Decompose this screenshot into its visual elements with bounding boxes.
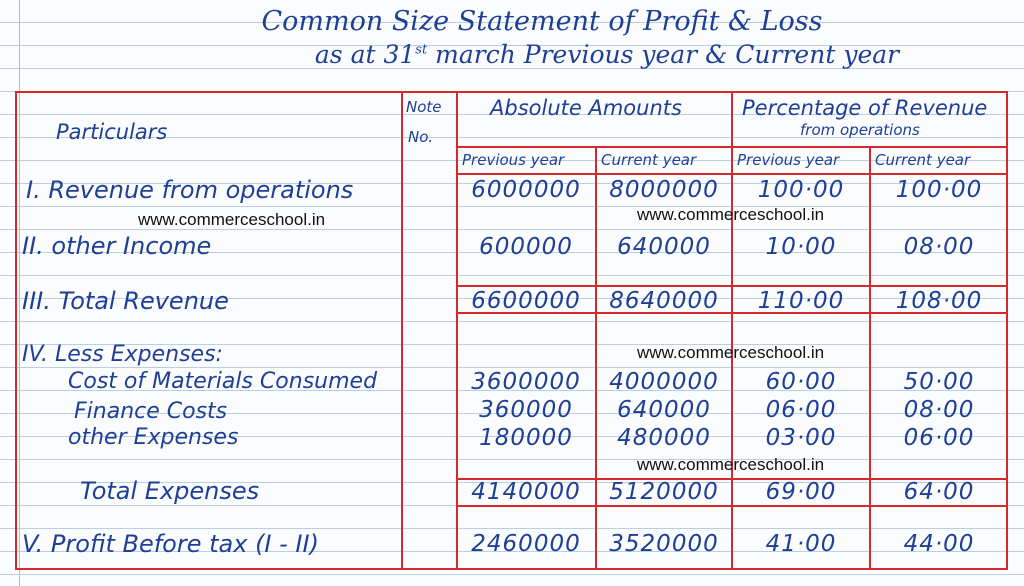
- absolute-amounts-header: Absolute Amounts: [490, 96, 682, 120]
- watermark: www.commerceschool.in: [637, 343, 825, 362]
- table-bottom-border: [15, 568, 1008, 570]
- cell-abs-prev: 6600000: [471, 288, 581, 314]
- cell-pct-curr: 100·00: [895, 177, 983, 203]
- amount-column-rule: [456, 91, 458, 570]
- cell-pct-curr: 64·00: [903, 479, 975, 505]
- cell-pct-curr: 08·00: [903, 234, 975, 260]
- cell-abs-curr: 3520000: [609, 531, 719, 557]
- cell-pct-prev: 60·00: [765, 369, 837, 395]
- cell-abs-curr: 640000: [617, 397, 711, 423]
- table-top-border: [15, 91, 1008, 93]
- row-label-revenue: I. Revenue from operations: [26, 176, 354, 204]
- cell-abs-curr: 5120000: [609, 479, 719, 505]
- watermark: www.commerceschool.in: [637, 455, 825, 474]
- cell-abs-prev: 180000: [479, 425, 573, 451]
- cell-abs-prev: 4140000: [471, 479, 581, 505]
- pct-curr-header: Current year: [875, 151, 971, 169]
- cell-abs-curr: 640000: [617, 234, 711, 260]
- cell-abs-curr: 8640000: [609, 288, 719, 314]
- row-label-total-expenses: Total Expenses: [80, 477, 260, 505]
- watermark: www.commerceschool.in: [138, 210, 326, 229]
- cell-pct-curr: 50·00: [903, 369, 975, 395]
- table-right-border: [1006, 91, 1008, 570]
- table-left-border: [15, 91, 17, 570]
- watermark: www.commerceschool.in: [637, 205, 825, 224]
- cell-pct-prev: 69·00: [765, 479, 837, 505]
- statement-title: Common Size Statement of Profit & Loss: [261, 6, 823, 37]
- note-header: Note: [406, 98, 442, 116]
- cell-abs-prev: 2460000: [471, 531, 581, 557]
- row-label-finance-costs: Finance Costs: [74, 399, 228, 424]
- row-label-other-income: II. other Income: [22, 232, 212, 260]
- row-label-less-expenses: IV. Less Expenses:: [22, 342, 223, 367]
- cell-pct-curr: 108·00: [895, 288, 983, 314]
- cell-abs-curr: 4000000: [609, 369, 719, 395]
- abs-prev-header: Previous year: [462, 151, 565, 169]
- note-column-rule: [401, 91, 403, 570]
- cell-pct-prev: 41·00: [765, 531, 837, 557]
- cell-pct-prev: 03·00: [765, 425, 837, 451]
- cell-abs-prev: 600000: [479, 234, 573, 260]
- row-label-profit-before-tax: V. Profit Before tax (I - II): [22, 530, 319, 558]
- cell-pct-curr: 08·00: [903, 397, 975, 423]
- percentage-header-sub: from operations: [800, 121, 920, 139]
- percentage-header: Percentage of Revenue: [742, 96, 988, 120]
- cell-pct-prev: 100·00: [757, 177, 845, 203]
- pct-column-rule: [731, 91, 733, 570]
- row-label-cost-materials: Cost of Materials Consumed: [68, 369, 378, 394]
- cell-abs-prev: 3600000: [471, 369, 581, 395]
- cell-abs-curr: 480000: [617, 425, 711, 451]
- cell-pct-curr: 44·00: [903, 531, 975, 557]
- row-label-total-revenue: III. Total Revenue: [22, 287, 229, 315]
- cell-pct-curr: 06·00: [903, 425, 975, 451]
- abs-split-rule: [595, 146, 597, 570]
- pct-split-rule: [869, 146, 871, 570]
- statement-subtitle: as at 31st march Previous year & Current year: [314, 40, 900, 69]
- pct-prev-header: Previous year: [737, 151, 840, 169]
- row-label-other-expenses: other Expenses: [68, 425, 239, 450]
- cell-abs-curr: 8000000: [609, 177, 719, 203]
- cell-abs-prev: 6000000: [471, 177, 581, 203]
- cell-pct-prev: 06·00: [765, 397, 837, 423]
- note-header-no: No.: [408, 128, 434, 146]
- cell-abs-prev: 360000: [479, 397, 573, 423]
- particulars-header: Particulars: [56, 120, 168, 144]
- cell-pct-prev: 10·00: [765, 234, 837, 260]
- cell-pct-prev: 110·00: [757, 288, 845, 314]
- abs-curr-header: Current year: [601, 151, 697, 169]
